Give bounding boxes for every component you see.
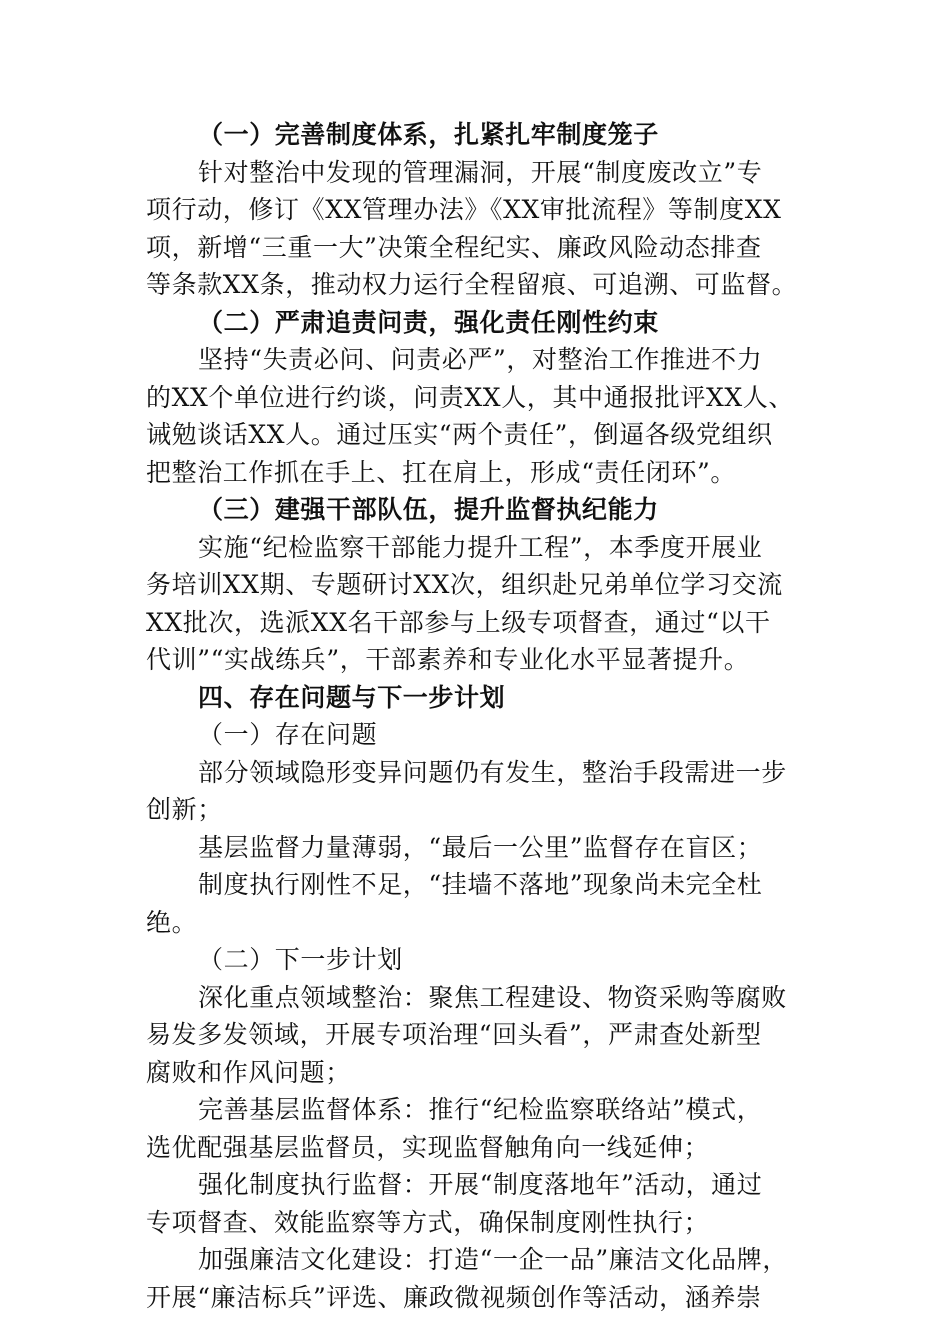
subheading-plan: （二）下一步计划 [198, 945, 403, 974]
paragraph-line: 专项督查、效能监察等方式，确保制度刚性执行； [146, 1207, 710, 1237]
subheading-2: （二）严肃追责问责，强化责任刚性约束 [198, 307, 659, 337]
paragraph-line: 完善基层监督体系：推行“纪检监察联络站”模式， [198, 1095, 763, 1124]
paragraph-line: 选优配强基层监督员，实现监督触角向一线延伸； [146, 1132, 710, 1162]
paragraph-line: 腐败和作风问题； [146, 1057, 351, 1087]
paragraph-line: XX批次，选派XX名干部参与上级专项督查，通过“以干 [146, 607, 771, 637]
paragraph-line: 开展“廉洁标兵”评选、廉政微视频创作等活动，涵养崇 [146, 1282, 762, 1312]
paragraph-line: 制度执行刚性不足，“挂墙不落地”现象尚未完全杜 [198, 870, 763, 899]
paragraph-line: 实施“纪检监察干部能力提升工程”，本季度开展业 [198, 532, 763, 562]
paragraph-line: 的XX个单位进行约谈，问责XX人，其中通报批评XX人、 [146, 382, 794, 412]
subheading-3: （三）建强干部队伍，提升监督执纪能力 [198, 495, 659, 524]
document-body [146, 116, 826, 1316]
paragraph-line: 针对整治中发现的管理漏洞，开展“制度废改立”专 [198, 157, 763, 187]
paragraph-line: 加强廉洁文化建设：打造“一企一品”廉洁文化品牌， [198, 1245, 788, 1274]
paragraph-line: 强化制度执行监督：开展“制度落地年”活动，通过 [198, 1170, 763, 1199]
section-heading-4: 四、存在问题与下一步计划 [198, 682, 506, 712]
paragraph-line: 创新； [146, 795, 223, 824]
paragraph-line: 务培训XX期、专题研讨XX次，组织赴兄弟单位学习交流 [146, 570, 783, 599]
paragraph-line: 易发多发领域，开展专项治理“回头看”，严肃查处新型 [146, 1020, 762, 1049]
subheading-1: （一）完善制度体系，扎紧扎牢制度笼子 [198, 120, 659, 149]
subheading-issues: （一）存在问题 [198, 720, 378, 749]
paragraph-line: 绝。 [146, 907, 198, 937]
paragraph-line: 等条款XX条，推动权力运行全程留痕、可追溯、可监督。 [146, 270, 798, 299]
paragraph-line: 坚持“失责必问、问责必严”，对整治工作推进不力 [198, 345, 763, 374]
paragraph-line: 项，新增“三重一大”决策全程纪实、廉政风险动态排查 [146, 232, 762, 262]
paragraph-line: 诫勉谈话XX人。通过压实“两个责任”，倒逼各级党组织 [146, 420, 773, 449]
paragraph-line: 项行动，修订《XX管理办法》《XX审批流程》等制度XX [146, 195, 782, 224]
paragraph-line: 深化重点领域整治：聚焦工程建设、物资采购等腐败 [198, 982, 787, 1012]
paragraph-line: 把整治工作抓在手上、扛在肩上，形成“责任闭环”。 [146, 457, 736, 487]
paragraph-line: 基层监督力量薄弱，“最后一公里”监督存在盲区； [198, 832, 763, 862]
paragraph-line: 部分领域隐形变异问题仍有发生，整治手段需进一步 [198, 757, 787, 787]
paragraph-line: 代训”“实战练兵”，干部素养和专业化水平显著提升。 [146, 645, 750, 674]
